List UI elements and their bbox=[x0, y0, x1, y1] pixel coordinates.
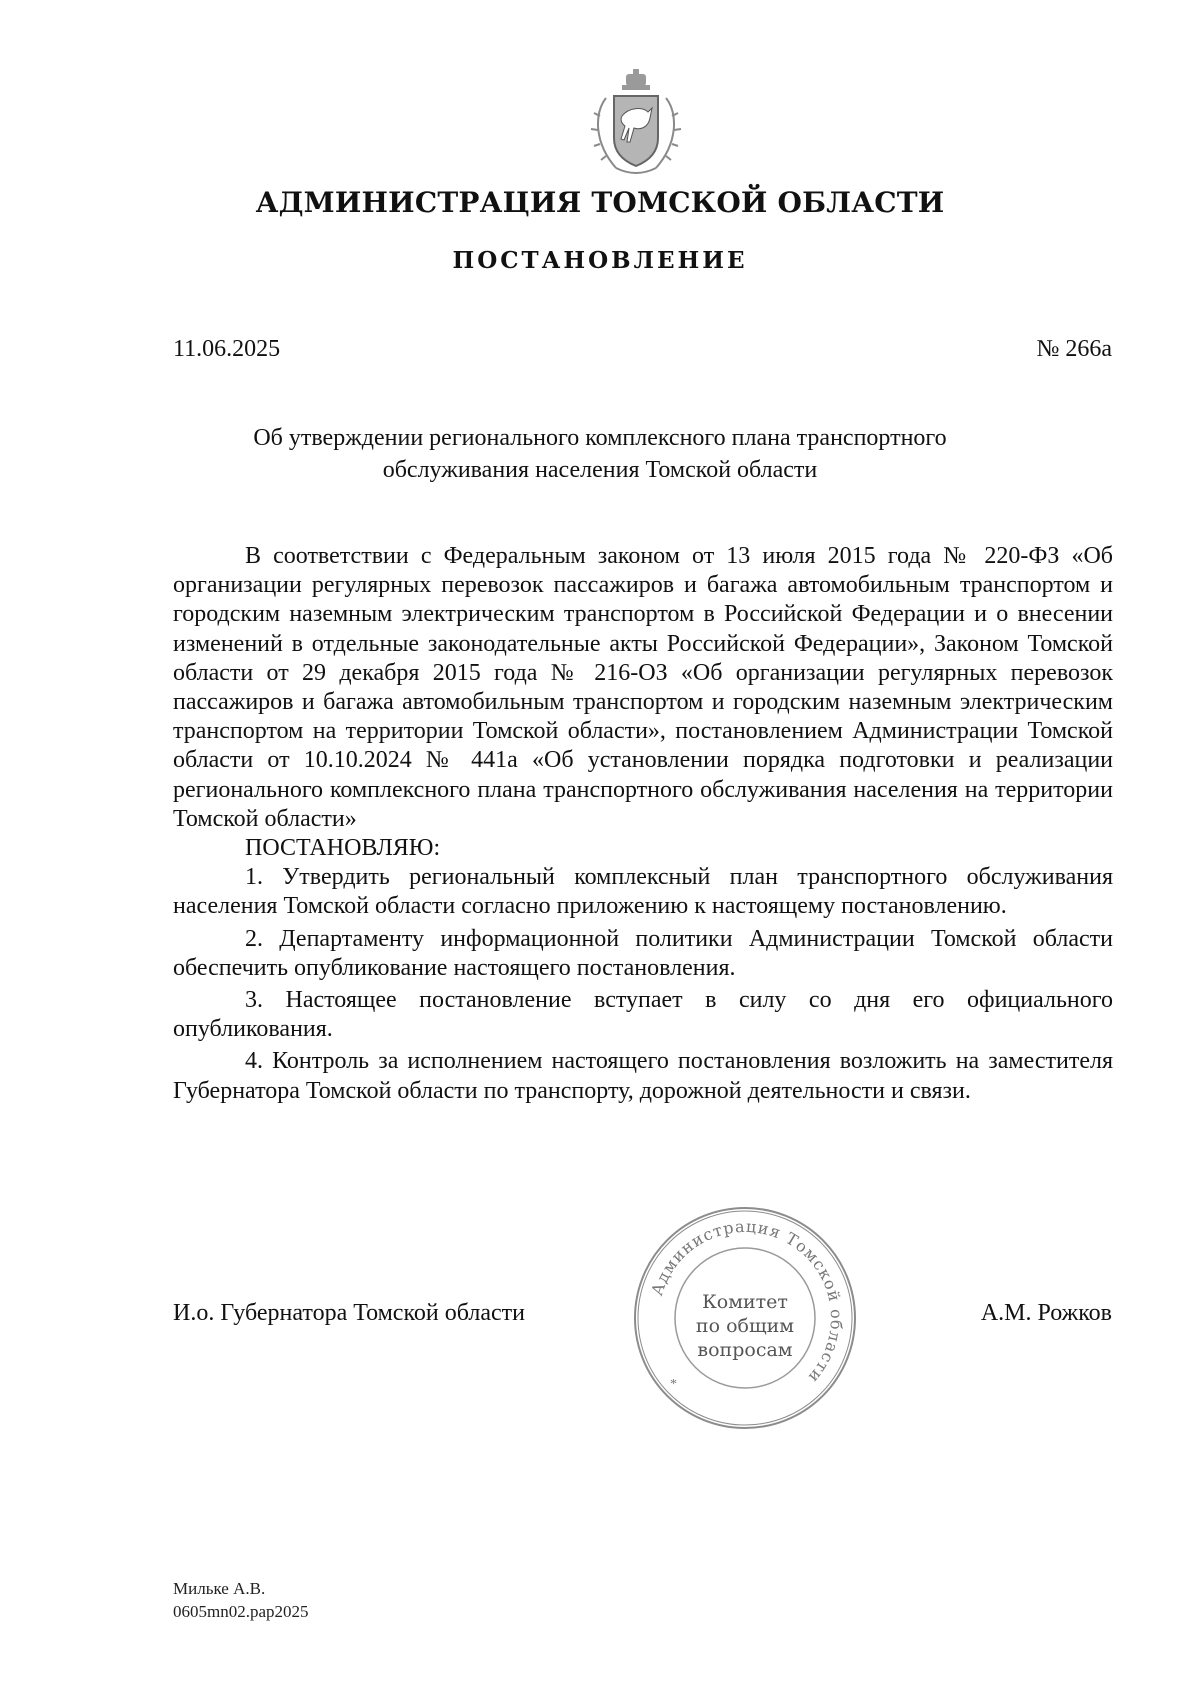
stamp-center-text bbox=[630, 1290, 860, 1362]
document-footer bbox=[173, 1577, 309, 1623]
decree-word: ПОСТАНОВЛЯЮ: bbox=[245, 835, 441, 862]
document-type: ПОСТАНОВЛЕНИЕ bbox=[452, 247, 748, 274]
decree-item: 4. Контроль за исполнением настоящего постановления возложить на заместителя Губернатора Томской области по транспорту, дорожной деятельности и связи. bbox=[173, 1048, 1113, 1104]
stamp-line: Комитет bbox=[702, 1291, 788, 1313]
document-body bbox=[173, 542, 1113, 1109]
document-date: 11.06.2025 bbox=[173, 336, 281, 362]
decree-item: 2. Департаменту информационной политики Администрации Томской области обеспечить опубликование настоящего постановления. bbox=[173, 925, 1113, 981]
executor-name: Мильке А.В. bbox=[173, 1579, 266, 1598]
signer-title: И.о. Губернатора Томской области bbox=[173, 1300, 525, 1326]
document-subject bbox=[200, 422, 1000, 486]
file-code: 0605mn02.рар2025 bbox=[173, 1602, 309, 1621]
decree-item: 1. Утвердить региональный комплексный план транспортного обслуживания населения Томской области согласно приложению к настоящему постановлению. bbox=[173, 864, 1113, 920]
decree-item: 3. Настоящее постановление вступает в силу со дня его официального опубликования. bbox=[173, 987, 1113, 1043]
stamp-line: вопросам bbox=[697, 1339, 793, 1361]
subject-line: обслуживания населения Томской области bbox=[382, 457, 818, 483]
coat-of-arms-icon bbox=[586, 68, 686, 180]
preamble-paragraph: В соответствии с Федеральным законом от 13 июля 2015 года № 220-ФЗ «Об организации регулярных перевозок пассажиров и багажа автомобильным транспортом и городским наземным электрическим транспортом в Российской Федерации и о внесении изменений в отдельные законодательные акты Российской Федерации», Законом Томской области от 29 декабря 2015 года № 216-ОЗ «Об организации регулярных перевозок пассажиров и багажа автомобильным транспортом и городским наземным электрическим транспортом на территории Томской области», постановлением Администрации Томской области от 10.10.2024 № 441а «Об установлении порядка подготовки и реализации регионального комплексного плана транспортного обслуживания населения на территории Томской области» bbox=[173, 543, 1113, 832]
official-stamp bbox=[630, 1203, 860, 1433]
stamp-line: по общим bbox=[695, 1315, 795, 1337]
organization-title: АДМИНИСТРАЦИЯ ТОМСКОЙ ОБЛАСТИ bbox=[255, 186, 945, 219]
svg-text:*: * bbox=[670, 1377, 677, 1392]
document-number: № 266а bbox=[1036, 336, 1112, 362]
subject-line: Об утверждении регионального комплексного плана транспортного bbox=[253, 425, 947, 451]
signer-name: А.М. Рожков bbox=[980, 1300, 1112, 1326]
stamp-ring-text: Администрация Томской области bbox=[647, 1216, 847, 1388]
